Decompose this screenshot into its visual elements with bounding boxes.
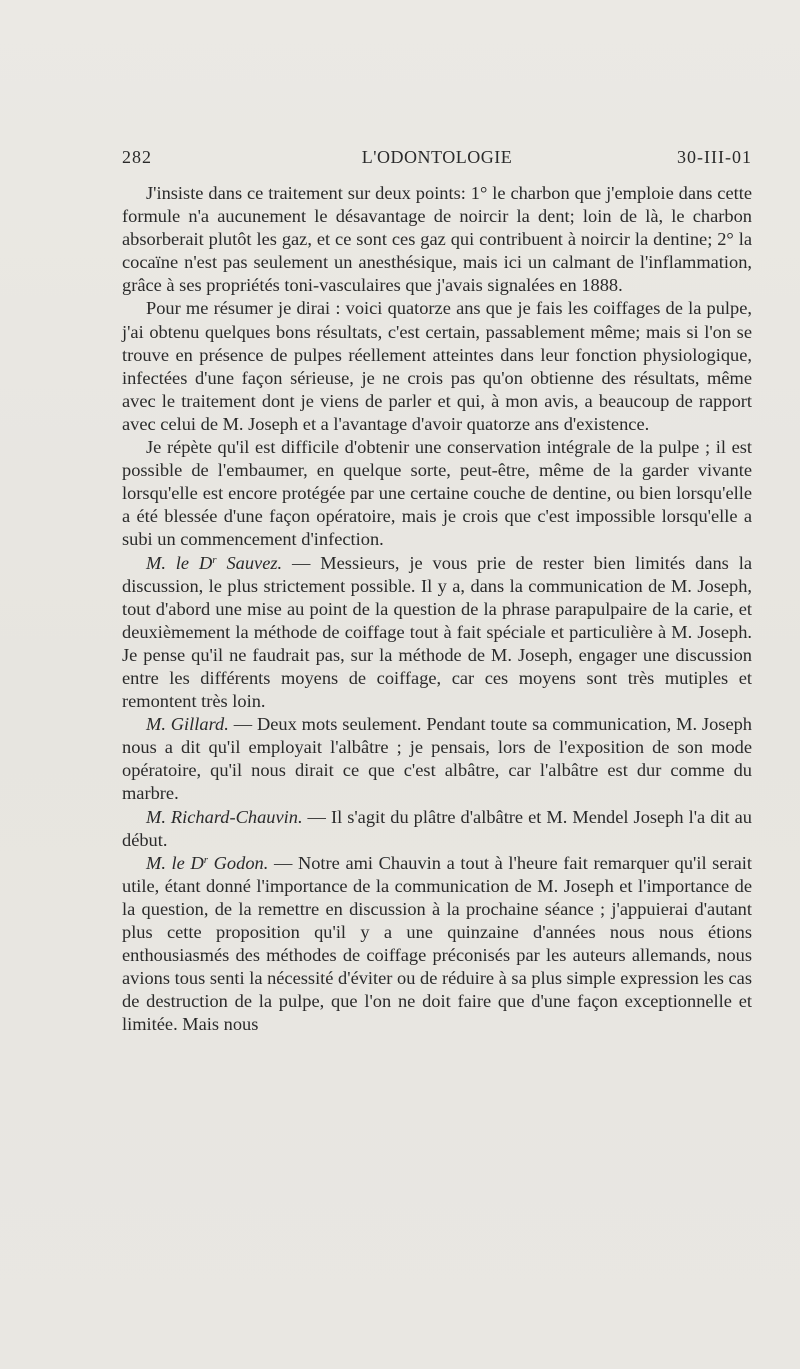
speaker-name: M. le $D^r$ Godon. <box>146 852 269 873</box>
article-body <box>122 182 752 1036</box>
paragraph-text: — Messieurs, je vous prie de rester bien limités dans la discussion, le plus strictement possible. Il y a, dans la communication de M. Joseph, tout d'abord une mise au point de la question de la phrase parapulpaire de la carie, et deuxièmement la méthode de coiffage tout à fait spéciale et particulière à M. Joseph. Je pense qu'il ne faudrait pas, sur la méthode de M. Joseph, engager une discussion entre les différents moyens de coiffage, car ces moyens sont très mutiples et remontent très loin. <box>122 552 753 712</box>
paragraph-text: — Il s'agit du plâtre d'albâtre et M. Mendel Joseph l'a dit au début. <box>122 806 752 850</box>
paragraph-text: Pour me résumer je dirai : voici quatorze ans que je fais les coiffages de la pulpe, j'ai obtenu quelques bons résultats, c'est certain, passablement même; mais si l'on se trouve en présence de pulpes réellement atteintes dans leur fonction physiologique, infectées d'une façon sérieuse, je ne crois pas qu'on obtienne des résultats, même avec le traitement dont je viens de parler et qui, à mon avis, a beaucoup de rapport avec celui de M. Joseph et a l'avantage d'avoir quatorze ans d'existence. <box>122 298 752 434</box>
running-header <box>122 147 752 171</box>
issue-date: 30-III-01 <box>677 147 752 167</box>
speaker-name: M. le $D^r$ Sauvez. <box>146 552 283 573</box>
paragraph-text: Je répète qu'il est difficile d'obtenir une conservation intégrale de la pulpe ; il est possible de l'embaumer, en quelque sorte, peut-être, même de la garder vivante lorsqu'elle est encore protégée par une certaine couche de dentine, ou bien lorsqu'elle a été blessée d'une façon opératoire, mais je crois que c'est impossible lorsqu'elle a subi un commencement d'infection. <box>122 437 752 550</box>
paragraph <box>122 806 752 852</box>
paragraph <box>122 182 752 297</box>
paragraph <box>122 552 752 714</box>
paragraph <box>122 852 752 1037</box>
paragraph-text: J'insiste dans ce traitement sur deux points: 1° le charbon que j'emploie dans cette formule n'a aucunement le désavantage de noircir la dent; loin de là, le charbon absorberait plutôt les gaz, et ce sont ces gaz qui contribuent à noircir la dentine; 2° la cocaïne n'est pas seulement un anesthésique, mais ici un calmant de l'inflammation, grâce à ses propriétés toni-vasculaires que j'avais signalées en 1888. <box>122 183 752 296</box>
paragraph <box>122 436 752 551</box>
journal-title: L'ODONTOLOGIE <box>361 147 513 167</box>
paragraph <box>122 713 752 805</box>
paragraph-text: — Notre ami Chauvin a tout à l'heure fait remarquer qu'il serait utile, étant donné l'importance de la communication de M. Joseph et l'importance de la question, de la remettre en discussion à la prochaine séance ; j'appuierai d'autant plus cette proposition qu'il y a une quinzaine d'années nous nous étions enthousiasmés des méthodes de coiffage préconisés par les auteurs allemands, nous avions tous senti la nécessité d'éviter ou de réduire à sa plus simple expression les cas de destruction de la pulpe, que l'on ne doit faire que d'une façon exceptionnelle et limitée. Mais nous <box>122 852 753 1035</box>
speaker-name: M. Richard-Chauvin. <box>146 806 303 827</box>
page-number: 282 <box>122 147 152 167</box>
paragraph <box>122 297 752 436</box>
paragraph-text: — Deux mots seulement. Pendant toute sa communication, M. Joseph nous a dit qu'il employait l'albâtre ; je pensais, lors de l'exposition de son mode opératoire, qu'il nous dirait ce que c'est albâtre, car l'albâtre est dur comme du marbre. <box>122 714 752 804</box>
speaker-name: M. Gillard. <box>146 714 229 735</box>
